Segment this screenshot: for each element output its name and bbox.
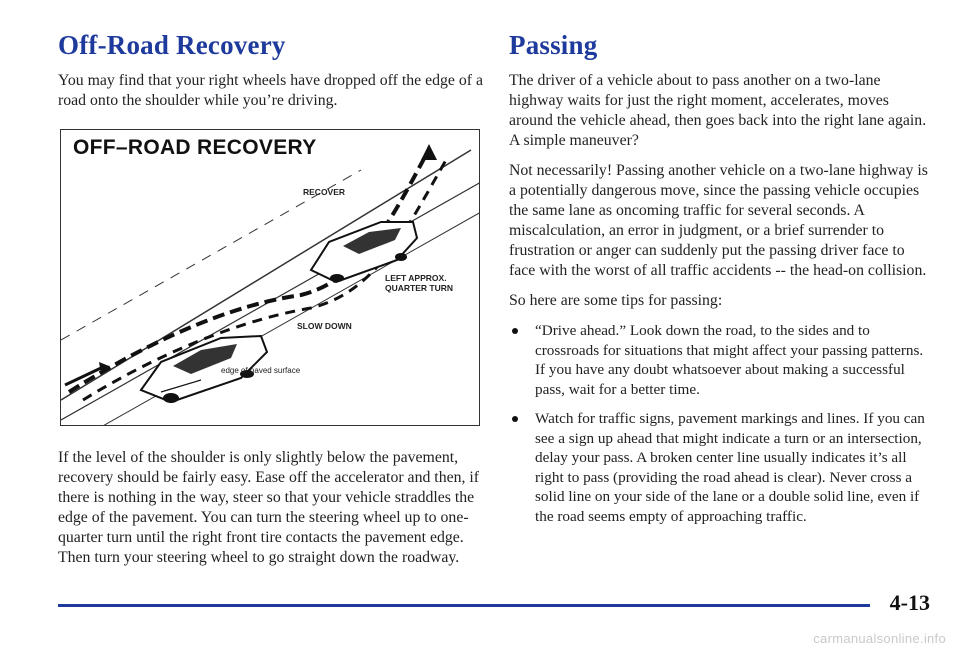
watermark-text: carmanualsonline.info <box>813 631 946 646</box>
passing-paragraph-1: The driver of a vehicle about to pass another on a two-lane highway waits for just the right moment, accelerates, moves around the vehicle ahead, then goes back into the right lane again. A simple maneuver? <box>509 72 927 149</box>
figure-title: OFF–ROAD RECOVERY <box>73 136 317 159</box>
footer-rule <box>58 604 870 607</box>
recovery-body-paragraph: If the level of the shoulder is only slightly below the pavement, recovery should be fairly easy. Ease off the accelerator and then, if there is nothing in the way, steer so that your vehicle straddles the edge of the pavement. You can turn the steering wheel up to one-quarter turn until the right front tire contacts the pavement edge. Then turn your steering wheel to go straight down the roadway. <box>58 449 480 566</box>
bullet-icon <box>512 416 518 422</box>
off-road-recovery-illustration <box>60 129 480 426</box>
intro-paragraph: You may find that your right wheels have dropped off the edge of a road onto the shoulder while you’re driving. <box>58 72 483 109</box>
label-turn-line2: QUARTER TURN <box>385 283 453 293</box>
page-number: 4-13 <box>889 590 930 615</box>
tip-text: “Drive ahead.” Look down the road, to the sides and to crossroads for situations that might affect your passing patterns. If you have any doubt whatsoever about making a successful pass, wait for a better time. <box>535 322 924 398</box>
list-item <box>509 409 929 526</box>
section-title-off-road-recovery: Off-Road Recovery <box>58 30 286 60</box>
right-column <box>509 30 929 536</box>
section-title-passing: Passing <box>509 30 598 60</box>
list-item <box>509 321 929 399</box>
label-edge-paved-surface: edge of paved surface <box>221 366 301 375</box>
tip-text: Watch for traffic signs, pavement markings and lines. If you can see a sign up ahead that might indicate a turn or an intersection, delay your pass. A broken center line usually indicates it’s all right to pass (providing the road ahead is clear). Never cross a solid line on your side of the lane or a double solid line, even if the road seems empty of approaching traffic. <box>535 410 925 525</box>
passing-tips-list <box>509 321 929 526</box>
label-turn-line1: LEFT APPROX. <box>385 273 447 283</box>
passing-paragraph-2: Not necessarily! Passing another vehicle on a two-lane highway is a potentially dangerous move, since the passing vehicle occupies the same lane as oncoming traffic for several seconds. A miscalculation, an error in judgment, or a brief surrender to frustration or anger can suddenly put the passing driver face to face with the worst of all traffic accidents -- the head-on collision. <box>509 162 928 279</box>
label-recover: RECOVER <box>303 187 346 197</box>
passing-paragraph-3: So here are some tips for passing: <box>509 292 723 309</box>
left-column <box>58 30 486 568</box>
label-slow-down: SLOW DOWN <box>297 321 352 331</box>
bullet-icon <box>512 328 518 334</box>
